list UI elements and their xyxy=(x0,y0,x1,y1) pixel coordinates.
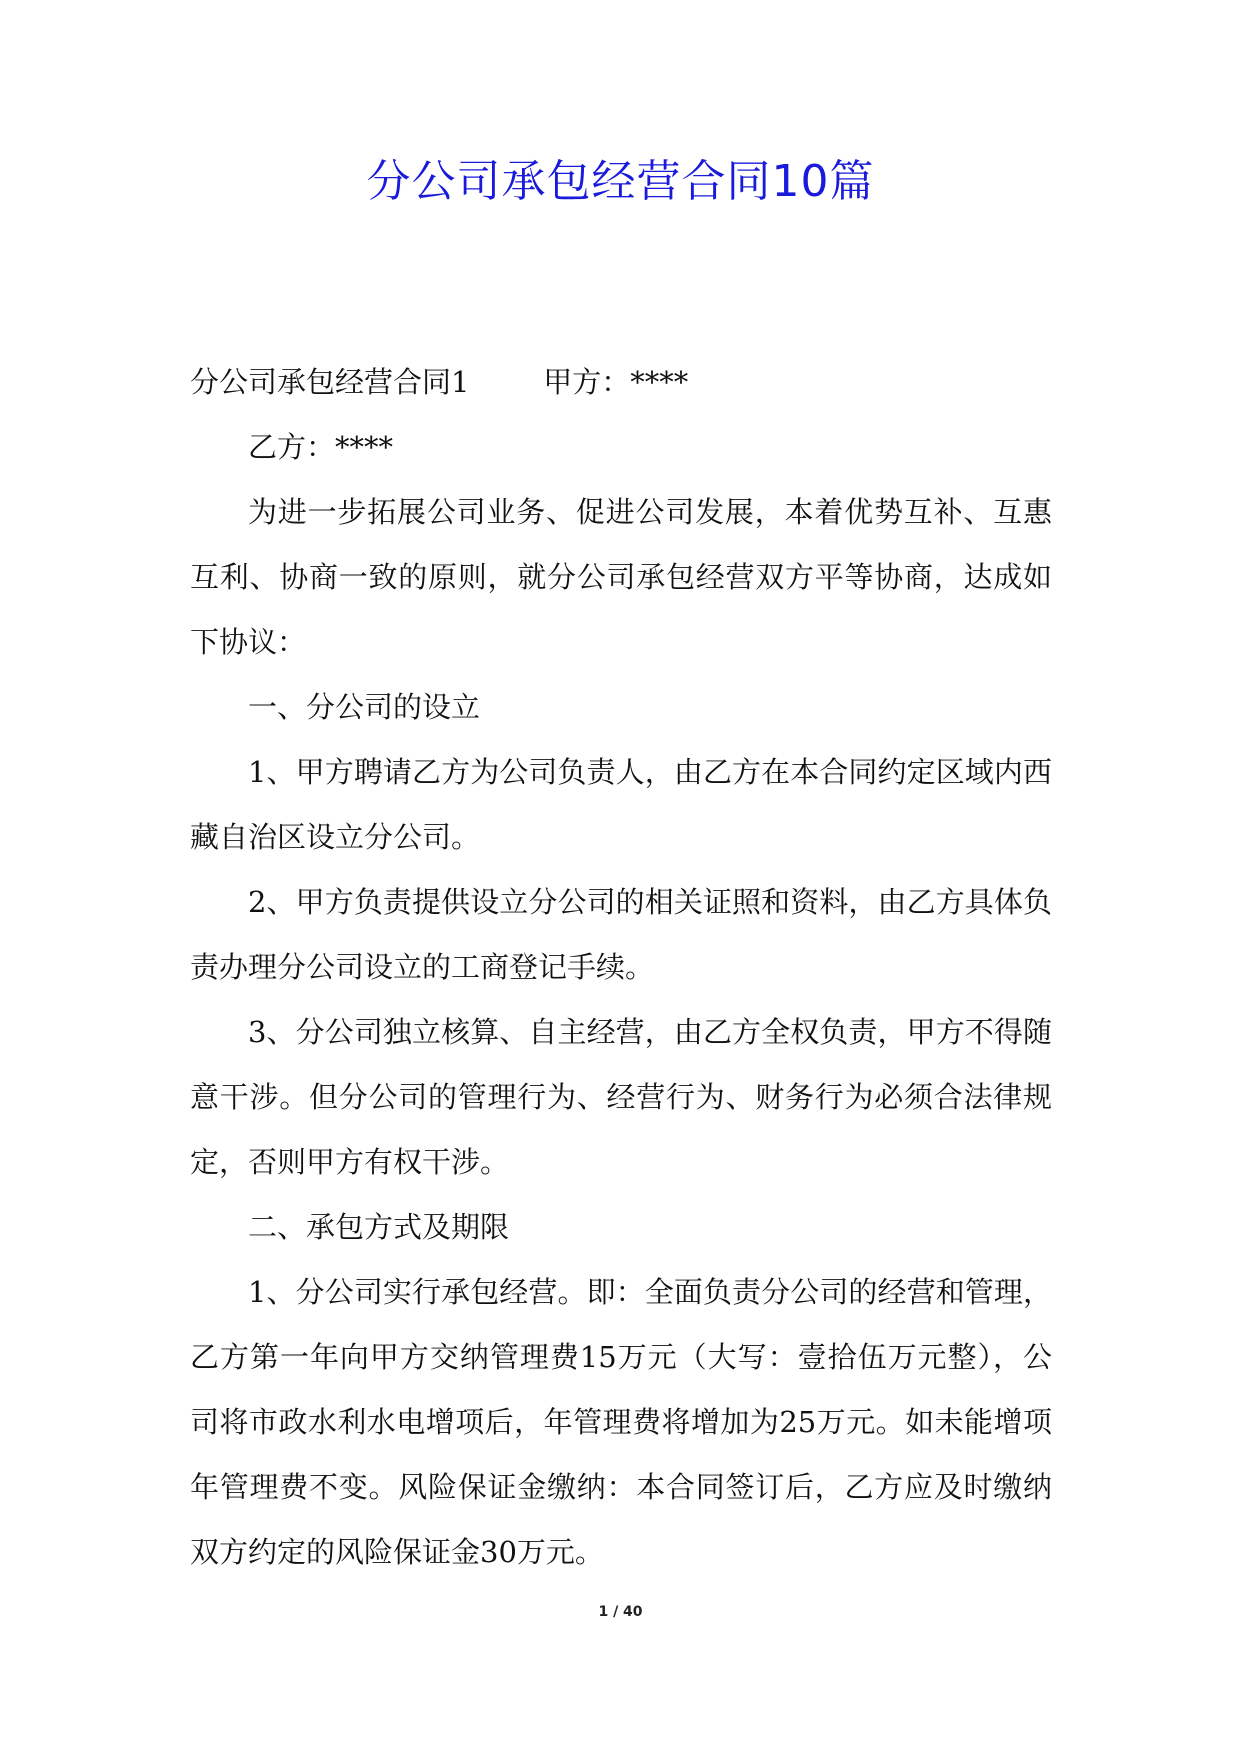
document-body xyxy=(190,350,1052,1585)
document-title: 分公司承包经营合同10篇 xyxy=(366,156,875,207)
clause-paragraph: 3、分公司独立核算、自主经营，由乙方全权负责，甲方不得随意干涉。但分公司的管理行为、经营行为、财务行为必须合法律规定，否则甲方有权干涉。 xyxy=(190,1015,1052,1179)
contract-heading-line xyxy=(190,350,1052,415)
section-heading-establishment: 一、分公司的设立 xyxy=(248,690,481,724)
preamble-paragraph: 为进一步拓展公司业务、促进公司发展，本着优势互补、互惠互利、协商一致的原则，就分公司承包经营双方平等协商，达成如下协议： xyxy=(190,495,1052,659)
clause-paragraph: 2、甲方负责提供设立分公司的相关证照和资料，由乙方具体负责办理分公司设立的工商登记手续。 xyxy=(190,885,1052,984)
section-heading-contract-terms: 二、承包方式及期限 xyxy=(248,1210,510,1244)
party-b: 乙方：**** xyxy=(248,430,394,464)
contract-heading: 分公司承包经营合同1 xyxy=(190,365,470,399)
clause-paragraph: 1、分公司实行承包经营。即：全面负责分公司的经营和管理，乙方第一年向甲方交纳管理费15万元（大写：壹拾伍万元整），公司将市政水利水电增项后，年管理费将增加为25万元。如未能增项年管理费不变。风险保证金缴纳：本合同签订后，乙方应及时缴纳双方约定的风险保证金30万元。 xyxy=(190,1275,1052,1569)
party-a: 甲方：**** xyxy=(543,365,689,399)
heading-gap xyxy=(469,365,543,399)
page-number: 1 / 40 xyxy=(598,1604,643,1620)
clause-paragraph: 1、甲方聘请乙方为公司负责人，由乙方在本合同约定区域内西藏自治区设立分公司。 xyxy=(190,755,1052,854)
